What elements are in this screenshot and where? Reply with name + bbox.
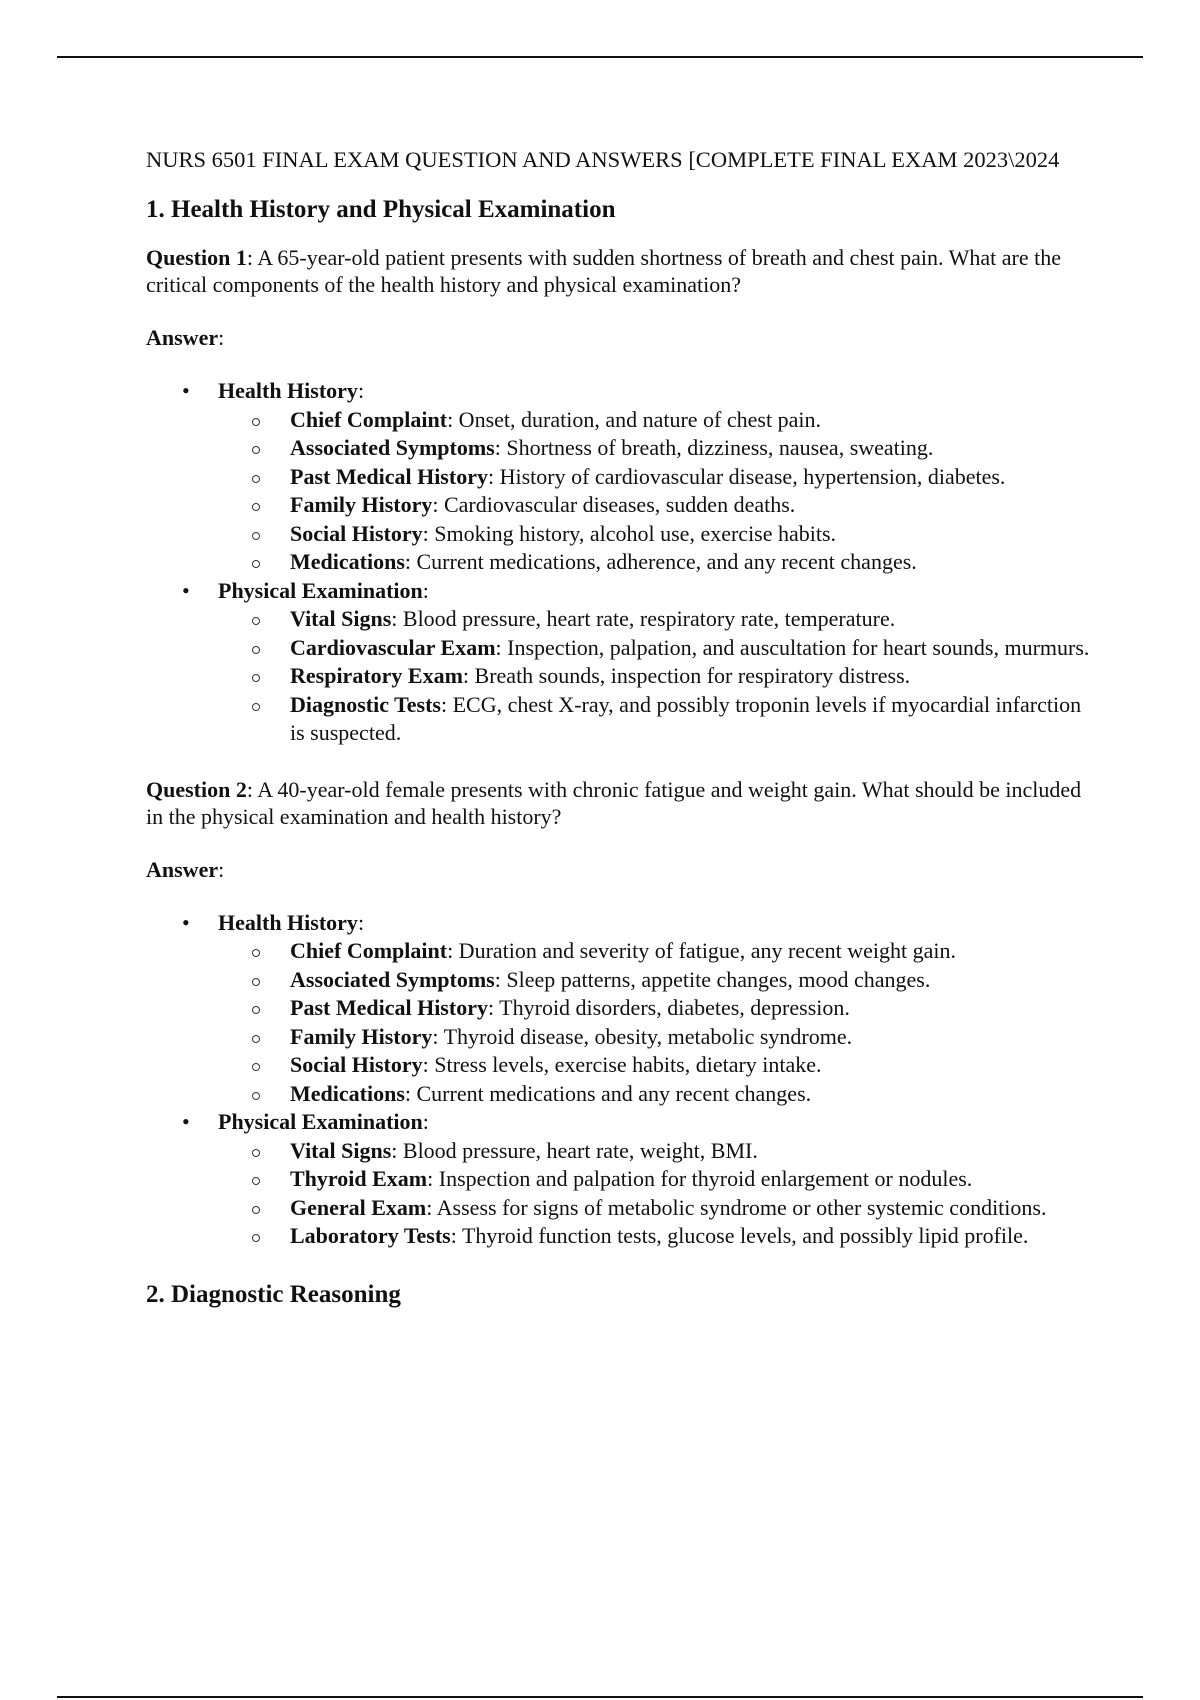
list-item: Past Medical History: History of cardiovascular disease, hypertension, diabetes. <box>218 463 1096 492</box>
circle-bullet-icon <box>252 1177 260 1185</box>
circle-bullet-icon <box>252 560 260 568</box>
list-item: Chief Complaint: Duration and severity of fatigue, any recent weight gain. <box>218 937 1096 966</box>
list-item: Laboratory Tests: Thyroid function tests, glucose levels, and possibly lipid profile. <box>218 1222 1096 1251</box>
list-item: Diagnostic Tests: ECG, chest X-ray, and possibly troponin levels if myocardial infarction is suspected. <box>218 691 1096 748</box>
list-item: Vital Signs: Blood pressure, heart rate, weight, BMI. <box>218 1137 1096 1166</box>
question-1 <box>146 244 1096 298</box>
list-item: Social History: Stress levels, exercise habits, dietary intake. <box>218 1051 1096 1080</box>
question-label: Question 1 <box>146 245 247 270</box>
question-label: Question 2 <box>146 776 247 802</box>
list-item: Respiratory Exam: Breath sounds, inspection for respiratory distress. <box>218 662 1096 691</box>
answer-list <box>146 377 1096 748</box>
circle-bullet-icon <box>252 703 260 711</box>
sub-list <box>218 406 1096 577</box>
circle-bullet-icon <box>252 1206 260 1214</box>
list-item: Past Medical History: Thyroid disorders, diabetes, depression. <box>218 994 1096 1023</box>
circle-bullet-icon <box>252 446 260 454</box>
question-2 <box>146 776 1096 830</box>
circle-bullet-icon <box>252 1035 260 1043</box>
list-item: Vital Signs: Blood pressure, heart rate, respiratory rate, temperature. <box>218 605 1096 634</box>
sub-list <box>218 605 1096 748</box>
list-item: Family History: Cardiovascular diseases, sudden deaths. <box>218 491 1096 520</box>
circle-bullet-icon <box>252 1063 260 1071</box>
circle-bullet-icon <box>252 475 260 483</box>
sub-list <box>218 937 1096 1108</box>
list-item: Medications: Current medications and any recent changes. <box>218 1080 1096 1109</box>
topic-item: • Health History: Chief Complaint: Onset, duration, and nature of chest pain. Associated Symptoms: Shortness of breath, dizziness, nausea, sweating. Past Medical History: History of cardiovascular disease, hypertension, diabetes. Family History: Cardiovascular diseases, sudden deaths. Social History: Smoking history, alcohol use, exercise habits. Medications: Current medications, adherence, and any recent changes. <box>146 377 1096 577</box>
circle-bullet-icon <box>252 646 260 654</box>
list-item: Medications: Current medications, adherence, and any recent changes. <box>218 548 1096 577</box>
list-item: Social History: Smoking history, alcohol use, exercise habits. <box>218 520 1096 549</box>
list-item: General Exam: Assess for signs of metabolic syndrome or other systemic conditions. <box>218 1194 1096 1223</box>
circle-bullet-icon <box>252 1149 260 1157</box>
list-item: Cardiovascular Exam: Inspection, palpation, and auscultation for heart sounds, murmurs. <box>218 634 1096 663</box>
document-body <box>146 146 1096 1329</box>
answer-label: Answer: <box>146 856 225 882</box>
sub-list <box>218 1137 1096 1251</box>
list-item: Associated Symptoms: Sleep patterns, appetite changes, mood changes. <box>218 966 1096 995</box>
circle-bullet-icon <box>252 1006 260 1014</box>
bullet-icon: • <box>182 378 190 403</box>
section-heading: 1. Health History and Physical Examination <box>146 196 616 223</box>
circle-bullet-icon <box>252 1092 260 1100</box>
circle-bullet-icon <box>252 674 260 682</box>
topic-item: • Health History: Chief Complaint: Duration and severity of fatigue, any recent weight gain. Associated Symptoms: Sleep patterns, appetite changes, mood changes. Past Medical History: Thyroid disorders, diabetes, depression. Family History: Thyroid disease, obesity, metabolic syndrome. Social History: Stress levels, exercise habits, dietary intake. Medications: Current medications and any recent changes. <box>146 909 1096 1109</box>
circle-bullet-icon <box>252 949 260 957</box>
circle-bullet-icon <box>252 1234 260 1242</box>
circle-bullet-icon <box>252 617 260 625</box>
list-item: Chief Complaint: Onset, duration, and nature of chest pain. <box>218 406 1096 435</box>
top-rule <box>57 56 1143 58</box>
circle-bullet-icon <box>252 532 260 540</box>
topic-item: • Physical Examination: Vital Signs: Blood pressure, heart rate, weight, BMI. Thyroid Exam: Inspection and palpation for thyroid enlargement or nodules. General Exam: Assess for signs of metabolic syndrome or other systemic conditions. Laboratory Tests: Thyroid function tests, glucose levels, and possibly lipid profile. <box>146 1108 1096 1251</box>
circle-bullet-icon <box>252 978 260 986</box>
bullet-icon: • <box>182 909 190 935</box>
circle-bullet-icon <box>252 418 260 426</box>
list-item: Thyroid Exam: Inspection and palpation for thyroid enlargement or nodules. <box>218 1165 1096 1194</box>
section-heading: 2. Diagnostic Reasoning <box>146 1280 401 1308</box>
topic-item: • Physical Examination: Vital Signs: Blood pressure, heart rate, respiratory rate, temperature. Cardiovascular Exam: Inspection, palpation, and auscultation for heart sounds, murmurs. Respiratory Exam: Breath sounds, inspection for respiratory distress. Diagnostic Tests: ECG, chest X-ray, and possibly troponin levels if myocardial infarction is suspected. <box>146 577 1096 748</box>
question-text: : A 65-year-old patient presents with sudden shortness of breath and chest pain. What are the critical components of the health history and physical examination? <box>146 245 1062 297</box>
bottom-rule <box>57 1696 1143 1698</box>
answer-list <box>146 909 1096 1251</box>
list-item: Family History: Thyroid disease, obesity, metabolic syndrome. <box>218 1023 1096 1052</box>
bullet-icon: • <box>182 577 190 603</box>
bullet-icon: • <box>182 1109 190 1134</box>
list-item: Associated Symptoms: Shortness of breath, dizziness, nausea, sweating. <box>218 434 1096 463</box>
answer-label: Answer: <box>146 325 225 350</box>
document-title: NURS 6501 FINAL EXAM QUESTION AND ANSWERS [COMPLETE FINAL EXAM 2023\2024 <box>146 147 1060 172</box>
question-text: : A 40-year-old female presents with chronic fatigue and weight gain. What should be included in the physical examination and health history? <box>146 776 1082 829</box>
circle-bullet-icon <box>252 503 260 511</box>
